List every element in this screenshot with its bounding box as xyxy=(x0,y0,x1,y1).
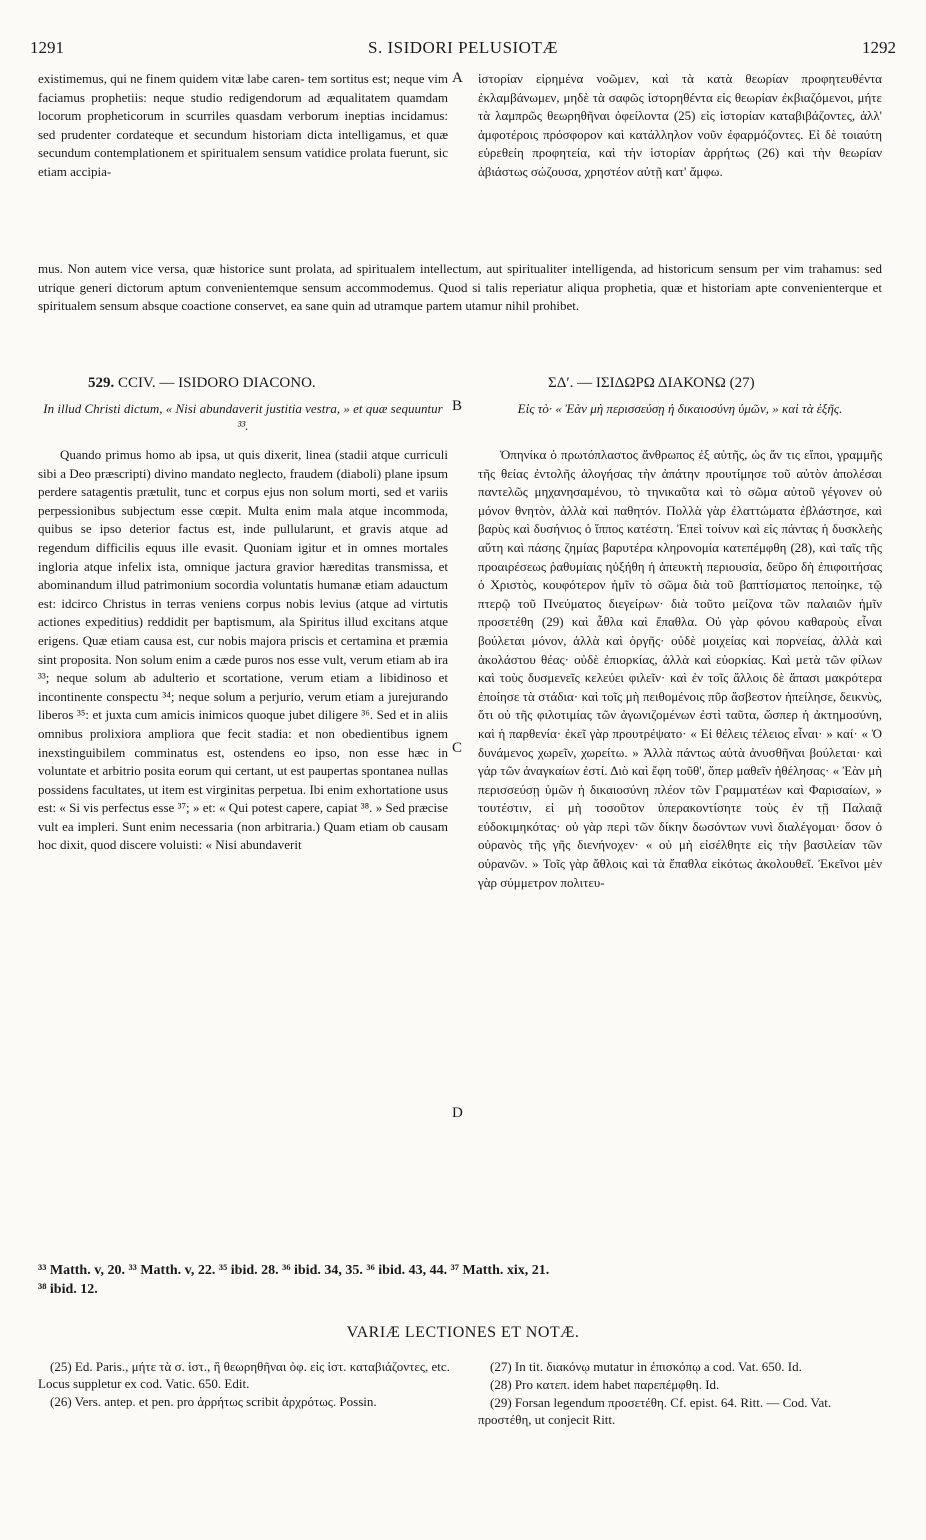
page-number-left: 1291 xyxy=(30,38,64,57)
margin-marker-a: A xyxy=(452,70,463,86)
latin-epistle-heading xyxy=(88,375,316,392)
notes-left-column xyxy=(38,1358,458,1411)
footnotes-line-2: ³⁸ ibid. 12. xyxy=(38,1282,98,1297)
latin-epistle-title: CCIV. — ISIDORO DIACONO. xyxy=(118,375,316,391)
full-width-paragraph: mus. Non autem vice versa, quæ historice sunt prolata, ad spiritualem intellectum, aut spiritualiter intelligenda, ad historicum sensum per vim trahamus: sed utrique generi dictorum aptum convenientemque sensum accommodemus. Quod si talis reperiatur aliqua prophetia, quæ et historiam apte convenienterque et spiritualem sensum absque coactione conservet, ea sane quin ad utramque partem utamur nihil prohibet. xyxy=(38,261,882,314)
running-title: S. ISIDORI PELUSIOTÆ xyxy=(368,38,558,57)
note-25: (25) Ed. Paris., μήτε τὰ σ. ἱστ., ἢ θεωρηθῆναι ὀφ. εἰς ἱστ. καταβιάζοντες, etc. Locus suppletur ex cod. Vatic. 650. Edit. xyxy=(38,1359,450,1391)
note-26: (26) Vers. antep. et pen. pro ἀρρήτως scribit ἀρχρότως. Possin. xyxy=(50,1394,377,1409)
variae-lectiones-title: VARIÆ LECTIONES ET NOTÆ. xyxy=(346,1324,580,1341)
latin-body: Quando primus homo ab ipsa, ut quis dixerit, linea (stadii atque curriculi sibi a Deo præscripti) divino mandato neglecto, fraudem (diaboli) plane ipsum perdere satagentis prætulit, tunc et corpus ejus non solum morti, sed et variis perpessionibus subjectum esse cœpit. Multa enim mala atque incommoda, quibus se ipso deterior factus est, inde pullularunt, et gravis atque ad regendum difficilis equus ille evasit. Quoniam igitur et in omnes mortales ingloria atque infelix ista, omnique jactura gravior hæreditas transmissa, et abominandum illud patrimonium socordia voluntatis humanæ etiam adauctum est: idcirco Christus in terras veniens corpus nobis levius (atque ad virtutis actiones expeditius) reddidit per baptismum, ala Spiritus illud excitans atque erigens. Quæ etiam causa est, cur nobis majora priscis et certamina et præmia sint proposita. Non solum enim a cæde puros nos esse vult, verum etiam ab ira ³³; neque solum ab adulterio et scortatione, verum etiam a libidinoso et incontinente conspectu ³⁴; neque solum a perjurio, verum etiam a jurejurando liberos ³⁵: et juxta cum amicis inimicos quoque jubet diligere ³⁶. Sed et in aliis omnibus prolixiora ampliora que fecit stadia: et non obedientibus ignem inexstinguibilem comminatus est, ostendens eo ipso, non esse hæc in voluntate et arbitrio posita eorum qui certant, ut est paupertas spontanea nullas possidens facultates, ut item est virginitas perpetua. Ibi enim exhortatione usus est: « Si vis perfectus esse ³⁷; » et: « Qui potest capere, capiat ³⁸. » Sed præcise vult ea impleri. Sunt enim necessaria (non arbitraria.) Quam etiam ob causam hoc dixit, quod discere voluisti: « Nisi abundaverit xyxy=(38,447,448,853)
page-number-right: 1292 xyxy=(862,38,896,57)
note-29: (29) Forsan legendum προσετέθη. Cf. epist. 64. Ritt. — Cod. Vat. προστέθη, ut conjecit Ritt. xyxy=(478,1395,832,1427)
greek-epistle-subtitle: Εἰς τὸ· « Ἐὰν μὴ περισσεύσῃ ἡ δικαιοσύνη ὑμῶν, » καὶ τὰ ἑξῆς. xyxy=(517,401,843,416)
margin-marker-b: B xyxy=(452,398,463,414)
top-greek-column: ἱστορίαν εἰρημένα νοῶμεν, καὶ τὰ κατὰ θεωρίαν προφητευθέντα ἐκλαμβάνωμεν, μηδὲ τὰ σαφῶς ἱστορηθέντα εἰς θεωρίαν ἐκβιαζόμενοι, μήτε τὰ λαμπρῶς θεωρηθῆναι ὀφείλοντα (25) εἰς ἱστορίαν καταβιβάζοντες, ἀλλ' ἀμφοτέροις πρόσφορον καὶ κατάλληλον νοῦν ἐφαρμόζοντες. Εἰ δὲ τοιαύτη εὑρεθείη προφητεία, καὶ τὴν ἱστορίαν ἀρρήτως (26) καὶ τὴν θεωρίαν ἀβιάστως σώζουσα, χρηστέον αὐτῇ κατ' ἄμφω. xyxy=(478,71,882,179)
note-27: (27) In tit. διακόνῳ mutatur in ἐπισκόπῳ a cod. Vat. 650. Id. xyxy=(490,1359,802,1374)
note-28: (28) Pro κατεπ. idem habet παρεπέμφθη. Id. xyxy=(490,1377,720,1392)
greek-epistle-heading: ΣΔʹ. — ΙΣΙΔΩΡΩ ΔΙΑΚΟΝΩ (27) xyxy=(548,375,755,391)
greek-body: Ὁπηνίκα ὁ πρωτόπλαστος ἄνθρωπος ἐξ αὐτῆς, ὡς ἄν τις εἴποι, γραμμῆς τῆς θείας ἐντολῆς ἀλογήσας τὴν ἀπάτην προυτίμησε τοῦ αὐτὸν ἀπολέσαι παντελῶς μηχανησαμένου, τὸ τηνικαῦτα καὶ τὸ σῶμα αὐτοῦ γέγονεν οὐ μόνον θνητὸν, ἀλλὰ καὶ παθητόν. Πολλὰ γὰρ ἐλαττώματα ἐβλάστησε, καὶ βαρὺς καὶ δυσήνιος ὁ ἵππος κατέστη. Ἐπεὶ τοίνυν καὶ εἰς πάντας ἡ δυσκλεὴς αὕτη καὶ πάσης ζημίας βαρυτέρα κληρονομία κατεπέμφθη (28), καὶ ταῖς τῆς προαιρέσεως ῥαθυμίαις ηὐξήθη ἡ ἀπευκτὴ περιουσία, δεῦρο δὴ ἐπιφοιτήσας ὁ Χριστὸς, κουφότερον ἡμῖν τὸ σῶμα διὰ τοῦ βαπτίσματος πεποίηκε, τῷ πτερῷ τοῦ Πνεύματος διεγείρων· διὰ τοῦτο μείζονα τῶν παλαιῶν ἡμῖν προσετέθη (29) καὶ ἆθλα καὶ ἔπαθλα. Οὐ γὰρ φόνου καθαροὺς εἶναι βούλεται μόνον, ἀλλὰ καὶ ὀργῆς· οὐδὲ μοιχείας καὶ πορνείας, ἀλλὰ καὶ ἀκολάστου θέας· οὐδὲ ἐπιορκίας, ἀλλὰ καὶ εὐορκίας. Καὶ μετὰ τῶν φίλων καὶ τοὺς δυσμενεῖς κελεύει φιλεῖν· καὶ ἐν τοῖς ἄλλοις δὲ ἅπασι μακρότερα ἐποίησε τὰ στάδια· καὶ τοῖς μὴ πειθομένοις πῦρ ἄσβεστον ἠπείλησε, δεικνὺς, ὅτι οὐ τῆς φιλοτιμίας τῶν ἀγωνιζομένων ἐστὶ ταῦτα, ὥσπερ ἡ ἀκτημοσύνη, καὶ ἡ παρθενία· ἐκεῖ γὰρ προυτρέψατο· « Εἰ θέλεις τέλειος εἶναι· » καί· « Ὁ δυνάμενος χωρεῖν, χωρείτω. » Ἀλλὰ πάντως αὐτὰ ἀνυσθῆναι βούλεται· καὶ γάρ τῶν ἀναγκαίων ἐστί. Διὸ καὶ ἔφη τοῦθ', ὅπερ μαθεῖν ἠθέλησας· « Ἐὰν μὴ περισσεύσῃ ὑμῶν ἡ δικαιοσύνη πλέον τῶν Γραμματέων καὶ Φαρισαίων, » τουτέστιν, εἰ μὴ τοσοῦτον ὑπερακοντίσητε τοὺς ἐν τῇ Παλαιᾷ εὐδοκιμηκότας· οὐ γὰρ περὶ τῶν δίκην δωσόντων νυνὶ διαλέγομαι· ὅσον ὁ οὐρανὸς τῆς γῆς διενήνοχεν· « οὐ μὴ εἰσέλθητε εἰς τὴν βασιλείαν τῶν οὐρανῶν. » Τοῖς γὰρ ἄθλοις καὶ τὰ ἔπαθλα εἰκότως ἀκολουθεῖ. Ἐκεῖνοι μὲν γὰρ σύμμετρον πολιτευ- xyxy=(478,447,882,890)
top-latin-column: existimemus, qui ne finem quidem vitæ labe caren- tem sortitus est; neque vim faciamus prophetiis: neque studio redigendorum ad æqualitatem quamdam locorum propheticorum in scurriles quasdam verborum ineptias incidamus: sed prudenter cordateque et secundum historiam dicta intelligamus, et quæ secundum contemplationem et spiritualem sensum vatidice prolata fuerunt, sic etiam accipia- xyxy=(38,71,448,179)
latin-epistle-subtitle: In illud Christi dictum, « Nisi abundaverit justitia vestra, » et quæ sequuntur ³³. xyxy=(43,401,443,433)
epistle-number: 529. xyxy=(88,375,115,391)
margin-marker-c: C xyxy=(452,740,463,756)
margin-marker-d: D xyxy=(452,1105,463,1121)
page-header xyxy=(30,38,896,68)
footnotes-line-1: ³³ Matth. v, 20. ³³ Matth. v, 22. ³⁵ ibid. 28. ³⁶ ibid. 34, 35. ³⁶ ibid. 43, 44. ³⁷ Matth. xix, 21. xyxy=(38,1263,550,1278)
notes-right-column xyxy=(478,1358,882,1429)
